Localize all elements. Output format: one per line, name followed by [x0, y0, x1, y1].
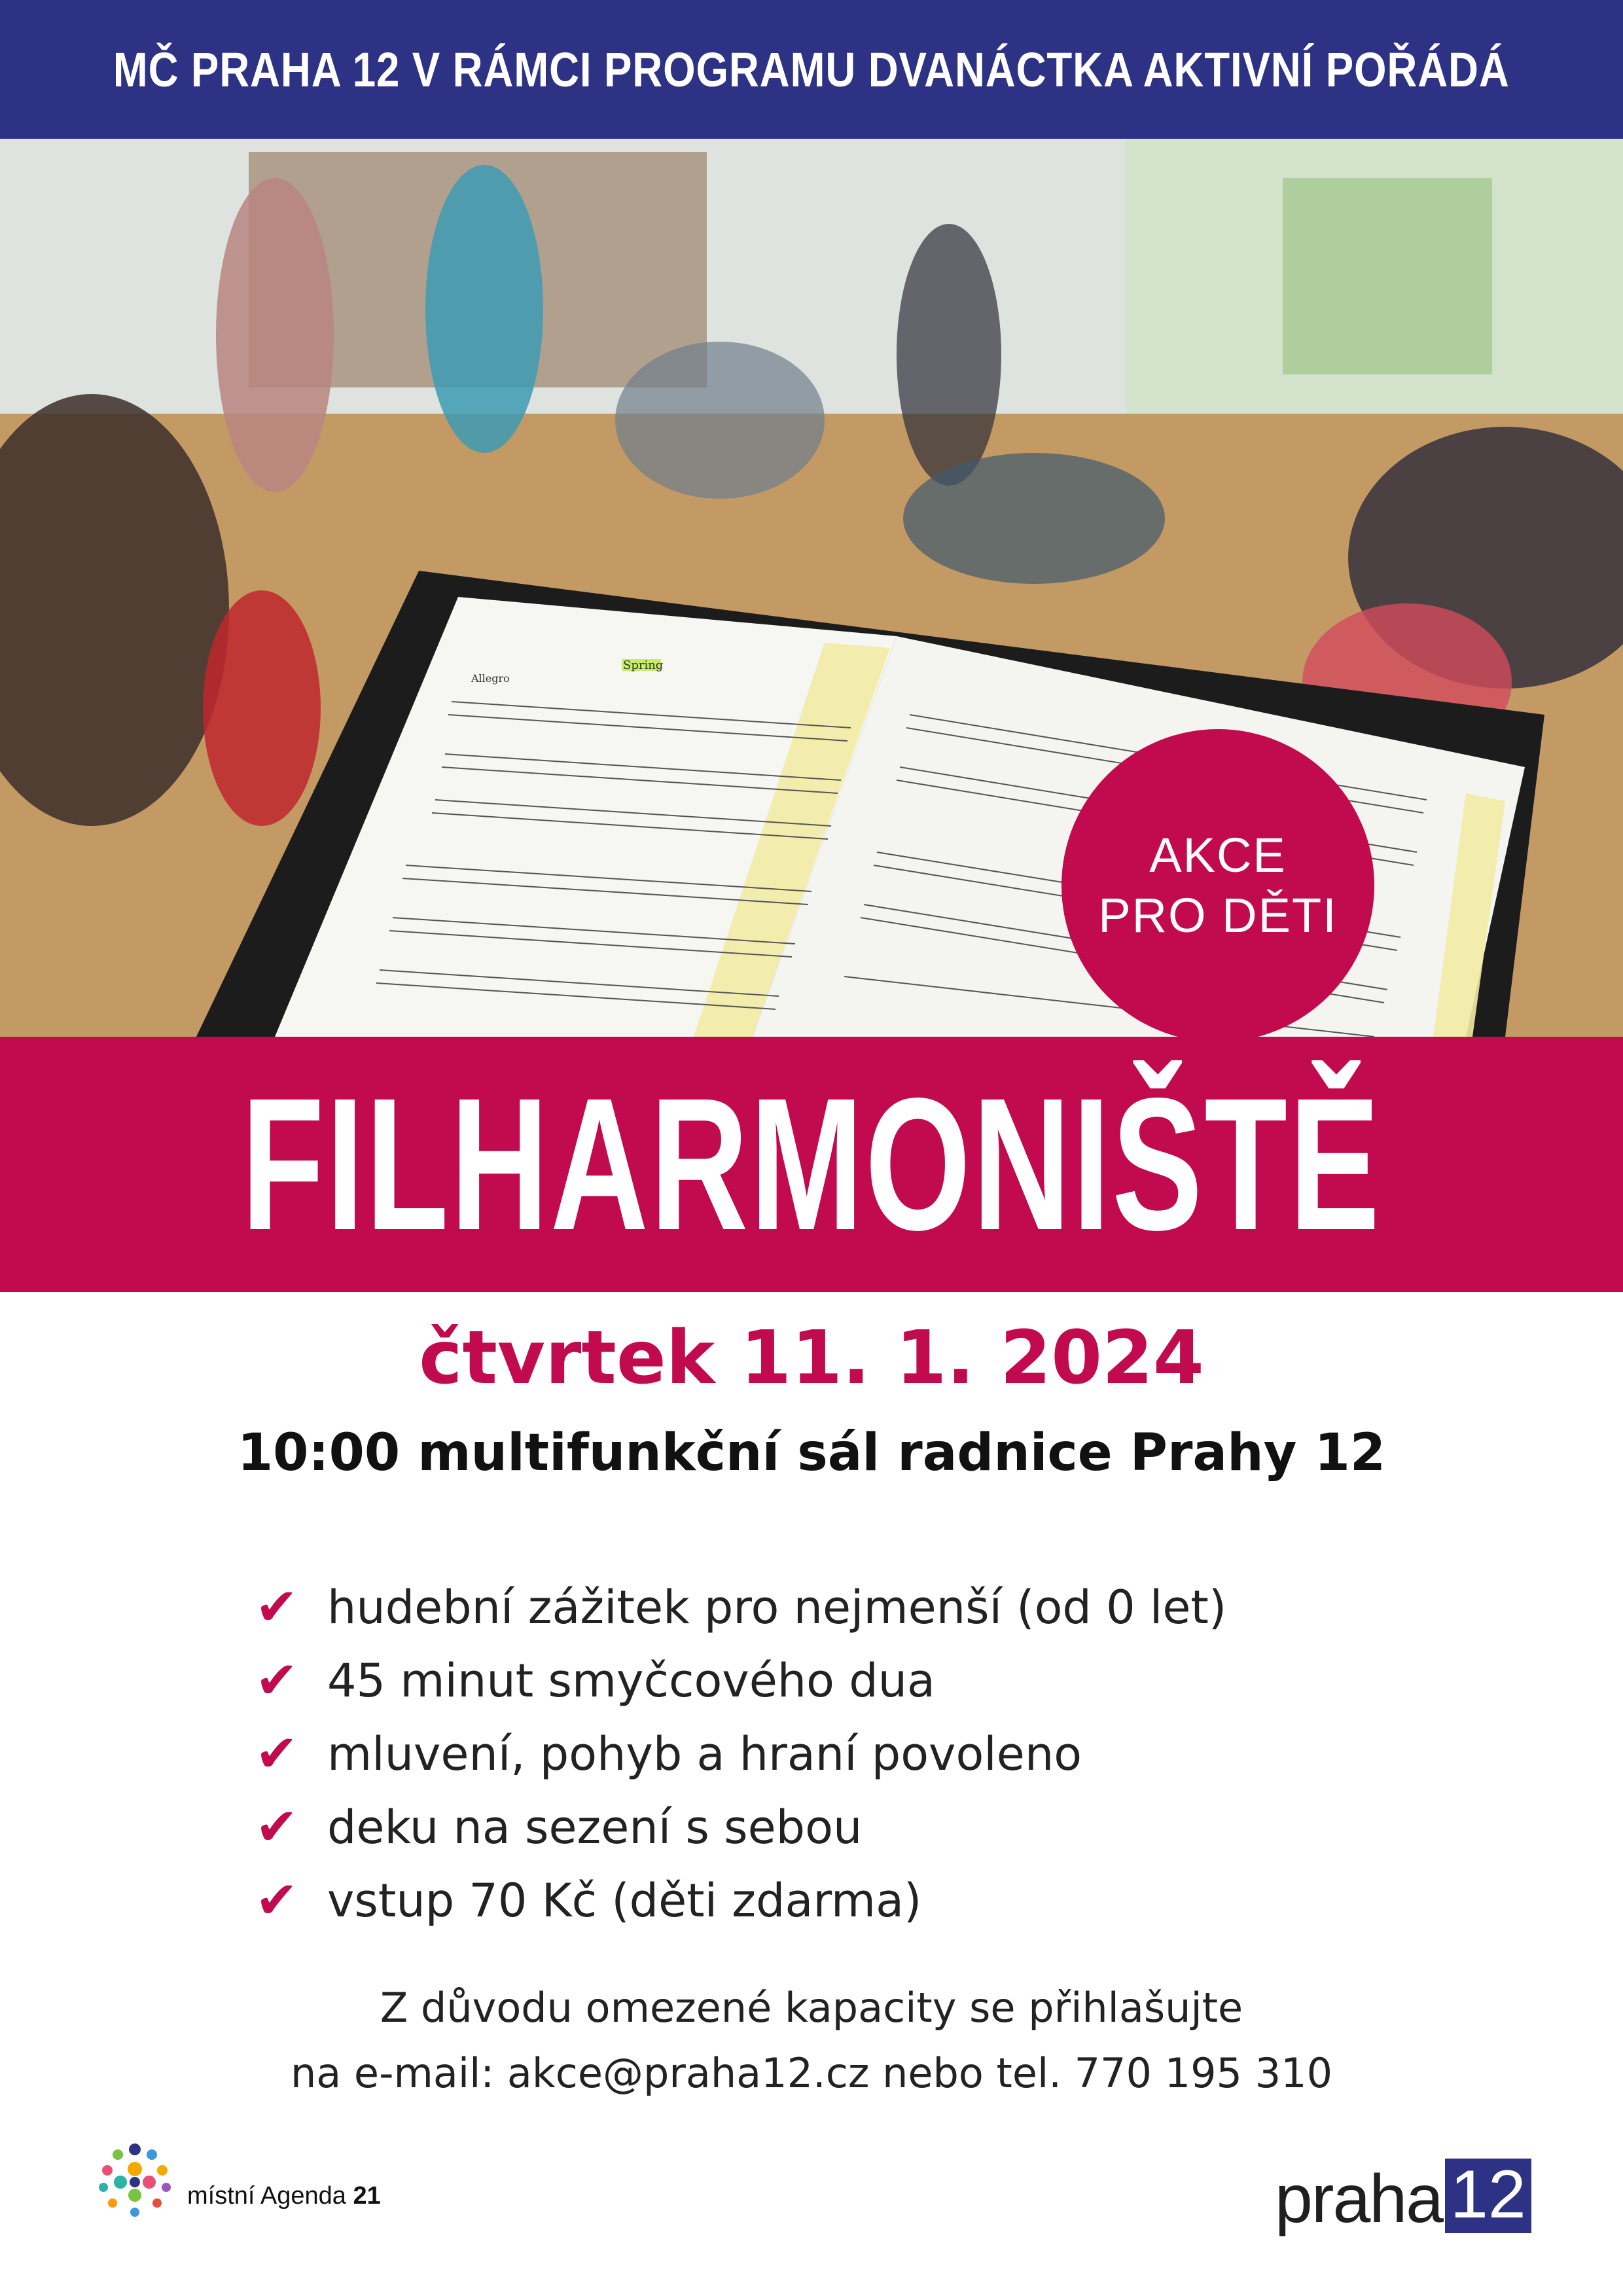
person-blur: [903, 453, 1165, 584]
top-banner: [0, 0, 1623, 139]
agenda21-number: 21: [353, 2182, 381, 2210]
event-date: čtvrtek 11. 1. 2024: [419, 1316, 1204, 1401]
feature-text: mluvení, pohyb a hraní povoleno: [327, 1727, 1082, 1781]
event-title: FILHARMONIŠTĚ: [241, 1058, 1382, 1270]
check-icon: ✔: [255, 1651, 298, 1710]
check-icon: ✔: [255, 1871, 298, 1930]
title-band: [0, 1037, 1623, 1292]
badge-line-2: PRO DĚTI: [1098, 888, 1338, 942]
agenda21-logo: [89, 2135, 455, 2227]
praha12-wordmark: praha: [1275, 2161, 1442, 2237]
sheet-tempo-text: Allegro: [471, 672, 510, 685]
agenda21-label: [187, 2182, 381, 2210]
photo-illustration: [0, 139, 1623, 1037]
person-blur: [216, 178, 334, 492]
sheet-movement-text: Spring: [623, 658, 664, 672]
feature-list: [255, 1571, 1226, 1937]
tree-outside: [1283, 178, 1492, 374]
akce-pro-deti-badge: [1061, 729, 1374, 1037]
organizer-text: MČ PRAHA 12 V RÁMCI PROGRAMU DVANÁCTKA AKTIVNÍ POŘÁDÁ: [113, 42, 1510, 97]
badge-line-1: AKCE: [1149, 828, 1287, 882]
check-icon: ✔: [255, 1578, 298, 1637]
feature-text: vstup 70 Kč (děti zdarma): [327, 1874, 922, 1928]
feature-text: 45 minut smyčcového dua: [327, 1654, 935, 1708]
feature-item: [255, 1571, 1226, 1644]
event-time-venue: 10:00 multifunkční sál radnice Prahy 12: [237, 1424, 1386, 1482]
event-photo: [0, 139, 1623, 1037]
person-blur: [897, 224, 1001, 486]
feature-item: [255, 1717, 1226, 1791]
feature-item: [255, 1791, 1226, 1864]
contact-info: [0, 1975, 1623, 2106]
feature-item: [255, 1864, 1226, 1937]
check-icon: ✔: [255, 1725, 298, 1784]
feature-item: [255, 1644, 1226, 1717]
praha12-logo: [1275, 2155, 1531, 2237]
contact-line-1: Z důvodu omezené kapacity se přihlašujte: [380, 1984, 1243, 2032]
feature-text: deku na sezení s sebou: [327, 1801, 863, 1854]
feature-text: hudební zážitek pro nejmenší (od 0 let): [327, 1581, 1227, 1634]
check-icon: ✔: [255, 1798, 298, 1857]
praha12-number-box: 12: [1445, 2159, 1531, 2233]
contact-line-2: na e-mail: akce@praha12.cz nebo tel. 770 195 310: [290, 2049, 1333, 2097]
person-blur: [203, 590, 321, 826]
group-blur: [615, 342, 825, 499]
person-blur: [425, 165, 543, 453]
agenda21-dots-icon: [89, 2135, 181, 2227]
agenda21-prefix: místní Agenda: [187, 2182, 346, 2210]
